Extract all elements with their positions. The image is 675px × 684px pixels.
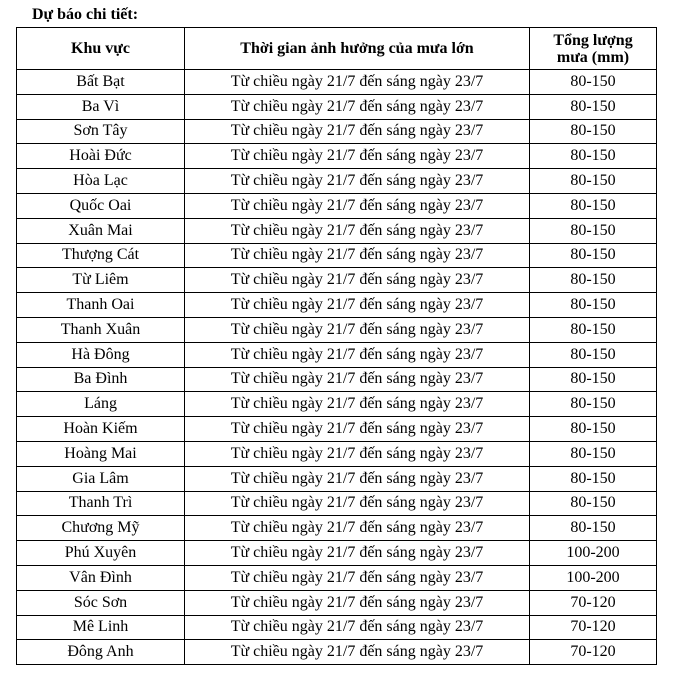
table-row [17,392,657,417]
table-row [17,193,657,218]
cell-area: Hòa Lạc [17,169,185,194]
cell-area: Chương Mỹ [17,516,185,541]
cell-area: Vân Đình [17,565,185,590]
table-row [17,169,657,194]
table-row [17,218,657,243]
cell-time: Từ chiều ngày 21/7 đến sáng ngày 23/7 [185,392,530,417]
table-row [17,342,657,367]
cell-area: Hoàng Mai [17,441,185,466]
cell-time: Từ chiều ngày 21/7 đến sáng ngày 23/7 [185,293,530,318]
table-row [17,94,657,119]
table-row [17,516,657,541]
cell-area: Láng [17,392,185,417]
cell-time: Từ chiều ngày 21/7 đến sáng ngày 23/7 [185,342,530,367]
cell-total-rainfall: 80-150 [530,193,657,218]
cell-total-rainfall: 80-150 [530,466,657,491]
cell-total-rainfall: 70-120 [530,615,657,640]
table-row [17,565,657,590]
cell-area: Quốc Oai [17,193,185,218]
cell-total-rainfall: 80-150 [530,243,657,268]
cell-total-rainfall: 70-120 [530,590,657,615]
cell-total-rainfall: 80-150 [530,491,657,516]
cell-time: Từ chiều ngày 21/7 đến sáng ngày 23/7 [185,640,530,665]
cell-time: Từ chiều ngày 21/7 đến sáng ngày 23/7 [185,119,530,144]
cell-time: Từ chiều ngày 21/7 đến sáng ngày 23/7 [185,565,530,590]
cell-time: Từ chiều ngày 21/7 đến sáng ngày 23/7 [185,169,530,194]
cell-total-rainfall: 80-150 [530,367,657,392]
cell-area: Ba Vì [17,94,185,119]
table-row [17,491,657,516]
table-row [17,144,657,169]
header-area: Khu vực [17,28,185,70]
table-row [17,243,657,268]
cell-total-rainfall: 80-150 [530,218,657,243]
table-row [17,541,657,566]
cell-time: Từ chiều ngày 21/7 đến sáng ngày 23/7 [185,94,530,119]
cell-time: Từ chiều ngày 21/7 đến sáng ngày 23/7 [185,417,530,442]
cell-time: Từ chiều ngày 21/7 đến sáng ngày 23/7 [185,70,530,95]
cell-time: Từ chiều ngày 21/7 đến sáng ngày 23/7 [185,193,530,218]
cell-total-rainfall: 80-150 [530,317,657,342]
cell-time: Từ chiều ngày 21/7 đến sáng ngày 23/7 [185,516,530,541]
cell-time: Từ chiều ngày 21/7 đến sáng ngày 23/7 [185,491,530,516]
table-row [17,590,657,615]
cell-time: Từ chiều ngày 21/7 đến sáng ngày 23/7 [185,466,530,491]
header-total-line2: mưa (mm) [556,48,630,66]
table-row [17,466,657,491]
cell-area: Đông Anh [17,640,185,665]
cell-area: Sóc Sơn [17,590,185,615]
cell-time: Từ chiều ngày 21/7 đến sáng ngày 23/7 [185,441,530,466]
table-row [17,317,657,342]
table-body [17,70,657,665]
page-heading: Dự báo chi tiết: [32,6,139,23]
cell-area: Thanh Xuân [17,317,185,342]
cell-time: Từ chiều ngày 21/7 đến sáng ngày 23/7 [185,317,530,342]
table-row [17,417,657,442]
cell-total-rainfall: 80-150 [530,392,657,417]
cell-time: Từ chiều ngày 21/7 đến sáng ngày 23/7 [185,218,530,243]
cell-time: Từ chiều ngày 21/7 đến sáng ngày 23/7 [185,541,530,566]
table-row [17,615,657,640]
cell-total-rainfall: 80-150 [530,417,657,442]
cell-total-rainfall: 80-150 [530,441,657,466]
header-total-rainfall [530,28,657,70]
cell-area: Thượng Cát [17,243,185,268]
cell-time: Từ chiều ngày 21/7 đến sáng ngày 23/7 [185,144,530,169]
cell-area: Ba Đình [17,367,185,392]
table-header-row [17,28,657,70]
cell-area: Bất Bạt [17,70,185,95]
table-row [17,367,657,392]
cell-area: Phú Xuyên [17,541,185,566]
header-time: Thời gian ảnh hưởng của mưa lớn [185,28,530,70]
cell-total-rainfall: 100-200 [530,541,657,566]
cell-area: Mê Linh [17,615,185,640]
cell-total-rainfall: 70-120 [530,640,657,665]
cell-area: Hà Đông [17,342,185,367]
table-row [17,70,657,95]
cell-total-rainfall: 80-150 [530,70,657,95]
cell-time: Từ chiều ngày 21/7 đến sáng ngày 23/7 [185,367,530,392]
cell-area: Hoàn Kiếm [17,417,185,442]
table-row [17,441,657,466]
cell-total-rainfall: 100-200 [530,565,657,590]
cell-total-rainfall: 80-150 [530,94,657,119]
cell-area: Sơn Tây [17,119,185,144]
cell-area: Xuân Mai [17,218,185,243]
forecast-table [16,27,657,665]
cell-total-rainfall: 80-150 [530,144,657,169]
cell-total-rainfall: 80-150 [530,169,657,194]
cell-total-rainfall: 80-150 [530,516,657,541]
cell-time: Từ chiều ngày 21/7 đến sáng ngày 23/7 [185,243,530,268]
cell-area: Hoài Đức [17,144,185,169]
cell-total-rainfall: 80-150 [530,293,657,318]
cell-total-rainfall: 80-150 [530,119,657,144]
cell-area: Thanh Oai [17,293,185,318]
table-row [17,119,657,144]
table-row [17,640,657,665]
header-total-line1: Tổng lượng [553,31,633,49]
cell-time: Từ chiều ngày 21/7 đến sáng ngày 23/7 [185,268,530,293]
cell-total-rainfall: 80-150 [530,268,657,293]
cell-area: Gia Lâm [17,466,185,491]
cell-area: Từ Liêm [17,268,185,293]
table-row [17,293,657,318]
table-row [17,268,657,293]
cell-time: Từ chiều ngày 21/7 đến sáng ngày 23/7 [185,590,530,615]
cell-time: Từ chiều ngày 21/7 đến sáng ngày 23/7 [185,615,530,640]
cell-total-rainfall: 80-150 [530,342,657,367]
cell-area: Thanh Trì [17,491,185,516]
